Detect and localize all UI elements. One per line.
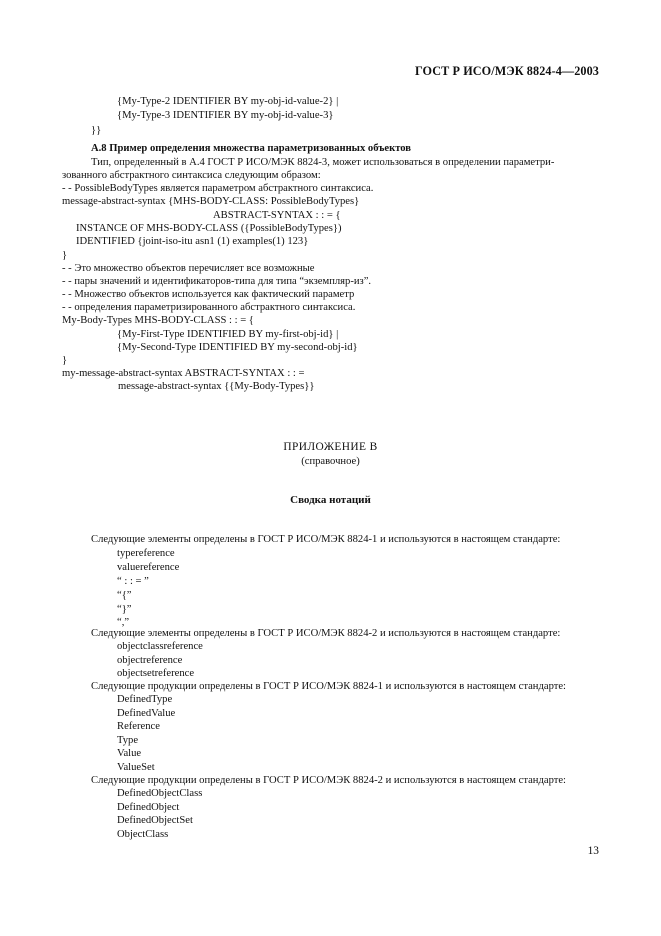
code-line: message-abstract-syntax {MHS-BODY-CLASS: PossibleBodyTypes} <box>62 196 360 207</box>
list-intro: Следующие продукции определены в ГОСТ Р ИСО/МЭК 8824-1 и используются в настоящем стандарте: <box>91 681 566 692</box>
page-number: 13 <box>587 845 599 857</box>
list-item: “,” <box>117 617 130 628</box>
list-item: DefinedObjectSet <box>117 815 193 826</box>
code-line: INSTANCE OF MHS-BODY-CLASS ({PossibleBodyTypes}) <box>76 223 342 234</box>
list-item: objectreference <box>117 655 183 666</box>
code-line: my-message-abstract-syntax ABSTRACT-SYNTAX : : = <box>62 368 305 379</box>
code-line: }} <box>91 125 102 136</box>
list-item: DefinedValue <box>117 708 176 719</box>
code-line: {My-Type-2 IDENTIFIER BY my-obj-id-value-2} | <box>117 96 339 107</box>
appendix-subtitle: (справочное) <box>301 456 360 467</box>
code-line: - - Это множество объектов перечисляет все возможные <box>62 263 315 274</box>
list-item: typereference <box>117 548 175 559</box>
paragraph-line: зованного абстрактного синтаксиса следующим образом: <box>62 170 321 181</box>
list-item: objectsetreference <box>117 668 195 679</box>
list-intro: Следующие элементы определены в ГОСТ Р ИСО/МЭК 8824-2 и используются в настоящем стандарте: <box>91 628 561 639</box>
list-item: “ : : = ” <box>117 576 149 587</box>
list-item: DefinedType <box>117 694 173 705</box>
code-line: IDENTIFIED {joint-iso-itu asn1 (1) examples(1) 123} <box>76 236 309 247</box>
code-line: message-abstract-syntax {{My-Body-Types}} <box>118 381 315 392</box>
list-item: Reference <box>117 721 160 732</box>
list-intro: Следующие элементы определены в ГОСТ Р ИСО/МЭК 8824-1 и используются в настоящем стандарте: <box>91 534 561 545</box>
list-item: “}” <box>117 604 132 615</box>
code-line: {My-Second-Type IDENTIFIED BY my-second-obj-id} <box>117 342 358 353</box>
code-line: } <box>62 250 68 261</box>
code-line: } <box>62 355 68 366</box>
list-item: DefinedObjectClass <box>117 788 203 799</box>
list-item: Value <box>117 748 142 759</box>
list-item: objectclassreference <box>117 641 203 652</box>
list-item: ValueSet <box>117 762 155 773</box>
list-intro: Следующие продукции определены в ГОСТ Р ИСО/МЭК 8824-2 и используются в настоящем стандарте: <box>91 775 566 786</box>
list-item: valuereference <box>117 562 180 573</box>
code-line: - - Множество объектов используется как фактический параметр <box>62 289 355 300</box>
appendix-heading: Сводка нотаций <box>290 494 371 506</box>
list-item: ObjectClass <box>117 829 169 840</box>
section-heading: А.8 Пример определения множества параметризованных объектов <box>91 143 412 154</box>
code-line: - - PossibleBodyTypes является параметром абстрактного синтаксиса. <box>62 183 374 194</box>
code-line: {My-Type-3 IDENTIFIER BY my-obj-id-value-3} <box>117 110 334 121</box>
code-line: {My-First-Type IDENTIFIED BY my-first-obj-id} | <box>117 329 339 340</box>
list-item: “{” <box>117 590 132 601</box>
list-item: DefinedObject <box>117 802 180 813</box>
code-line: ABSTRACT-SYNTAX : : = { <box>213 210 341 221</box>
page-header: ГОСТ Р ИСО/МЭК 8824-4—2003 <box>414 64 599 78</box>
code-line: - - определения параметризированного абстрактного синтаксиса. <box>62 302 356 313</box>
list-item: Type <box>117 735 139 746</box>
code-line: My-Body-Types MHS-BODY-CLASS : : = { <box>62 315 254 326</box>
appendix-title: ПРИЛОЖЕНИЕ В <box>283 441 378 453</box>
code-line: - - пары значений и идентификаторов-типа для типа “экземпляр-из”. <box>62 276 372 287</box>
paragraph-line: Тип, определенный в А.4 ГОСТ Р ИСО/МЭК 8824-3, может использоваться в определении параметри- <box>91 157 555 168</box>
